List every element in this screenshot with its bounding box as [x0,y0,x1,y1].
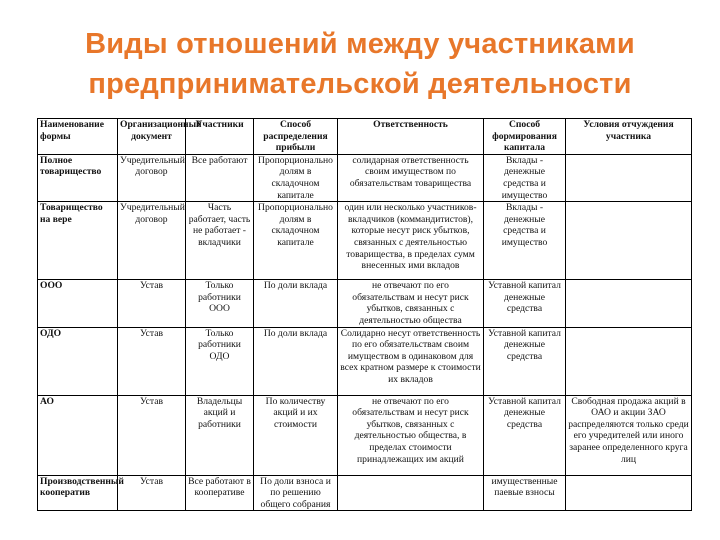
table-cell: Свободная продажа акций в ОАО и акции ЗАО распределяются только среди его учредителей или иного заранее определенного круга лиц [566,395,692,475]
table-cell: По доли вклада [254,280,338,327]
table-cell: АО [38,395,118,475]
table-cell: имущественные паевые взносы [484,475,566,511]
header-exit-conditions: Условия отчуждения участника [566,119,692,155]
header-form-name: Наименование формы [38,119,118,155]
table-cell: ОДО [38,327,118,395]
header-capital-formation: Способ формирования капитала [484,119,566,155]
slide-title-line-1: Виды отношений между участниками [85,28,635,60]
table-row [38,202,692,280]
header-org-document: Организационный документ [118,119,186,155]
table-cell: Устав [118,475,186,511]
table-cell: Уставной капитал денежные средства [484,327,566,395]
table-cell: По количеству акций и их стоимости [254,395,338,475]
table-cell: Все работают [186,154,254,201]
header-profit-distribution: Способ распределения прибыли [254,119,338,155]
table-cell: Вклады - денежные средства и имущество [484,154,566,201]
table-cell: Устав [118,327,186,395]
table-cell: Учредительный договор [118,202,186,280]
table-cell: Производственный кооператив [38,475,118,511]
table-cell [566,280,692,327]
table-cell: По доли вклада [254,327,338,395]
table-cell [566,202,692,280]
table-cell: Пропорционально долям в складочном капитале [254,154,338,201]
table-cell: Солидарно несут ответственность по его обязательствам своим имуществом в одинаковом для всех кратном размере к стоимости их вкладов [338,327,484,395]
table-cell: Уставной капитал денежные средства [484,395,566,475]
table-cell: Товарищество на вере [38,202,118,280]
table-row [38,327,692,395]
slide-title [0,24,720,104]
table-cell: Учредительный договор [118,154,186,201]
header-participants: Участники [186,119,254,155]
header-liability: Ответственность [338,119,484,155]
table-cell [566,475,692,511]
table-cell [566,327,692,395]
table-cell: Устав [118,280,186,327]
table-cell: По доли взноса и по решению общего собрания [254,475,338,511]
table-cell: Владельцы акций и работники [186,395,254,475]
table-cell: ООО [38,280,118,327]
table-cell: Уставной капитал денежные средства [484,280,566,327]
table-cell: Часть работает, часть не работает - вкладчики [186,202,254,280]
table-cell: Пропорционально долям в складочном капитале [254,202,338,280]
table-cell: Вклады - денежные средства и имущество [484,202,566,280]
table-cell: Только работники ОДО [186,327,254,395]
table-row [38,395,692,475]
table-row [38,475,692,511]
table-cell: Устав [118,395,186,475]
table-cell: один или несколько участников-вкладчиков (коммандитистов), которые несут риск убытков, связанных с деятельностью товарищества, в пределах сумм внесенных ими вкладов [338,202,484,280]
table-cell: Только работники ООО [186,280,254,327]
table-header-row [38,119,692,155]
table-cell: солидарная ответственность своим имуществом по обязательствам товарищества [338,154,484,201]
table-row [38,154,692,201]
slide-title-line-2: предпринимательской деятельности [88,68,632,100]
table-cell [566,154,692,201]
table-cell [338,475,484,511]
table-cell: не отвечают по его обязательствам и несут риск убытков, связанных с деятельностью общества [338,280,484,327]
table-cell: не отвечают по его обязательствам и несут риск убытков, связанных с деятельностью общества, в пределах стоимости принадлежащих им акций [338,395,484,475]
business-forms-table [37,118,692,511]
table-cell: Полное товарищество [38,154,118,201]
table-row [38,280,692,327]
table-cell: Все работают в кооперативе [186,475,254,511]
